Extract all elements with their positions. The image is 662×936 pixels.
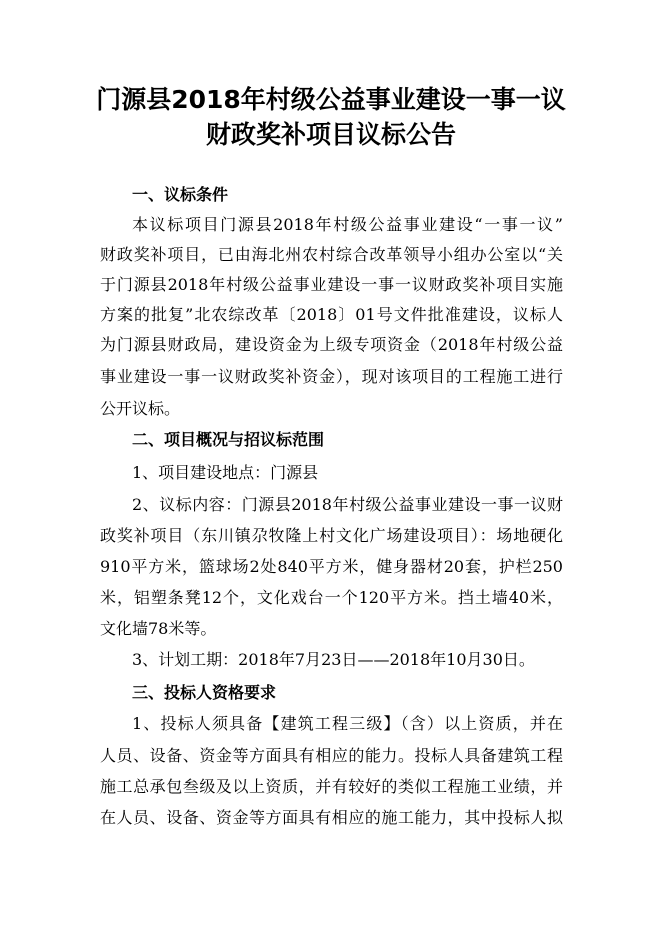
paragraph-line: 文化墙78米等。	[100, 619, 217, 638]
paragraph-line: 公开议标。	[100, 399, 181, 418]
paragraph-line: 2、议标内容：门源县2018年村级公益事业建设一事一议财	[132, 495, 563, 514]
document-title-line-2: 财政奖补项目议标公告	[205, 120, 456, 149]
paragraph-line: 米，铝塑条凳12个，文化戏台一个120平方米。挡土墙40米，	[100, 588, 563, 607]
section-heading-project-overview: 二、项目概况与招议标范围	[132, 430, 325, 449]
document-title-line-1: 门源县2018年村级公益事业建设一事一议	[96, 85, 566, 114]
paragraph-line: 政奖补项目（东川镇尕牧隆上村文化广场建设项目）：场地硬化	[100, 526, 563, 545]
planned-schedule: 3、计划工期：2018年7月23日——2018年10月30日。	[132, 650, 535, 669]
paragraph-line: 人员、设备、资金等方面具有相应的能力。投标人具备建筑工程	[100, 746, 563, 765]
paragraph-line: 施工总承包叁级及以上资质，并有较好的类似工程施工业绩，并	[100, 777, 563, 796]
paragraph-line: 财政奖补项目，已由海北州农村综合改革领导小组办公室以“关	[100, 245, 563, 264]
section-heading-bidder-qualifications: 三、投标人资格要求	[132, 683, 277, 702]
paragraph-line: 方案的批复”北农综改革〔2018〕01号文件批准建设，议标人	[100, 305, 563, 324]
paragraph-line: 于门源县2018年村级公益事业建设一事一议财政奖补项目实施	[100, 275, 563, 294]
project-location: 1、项目建设地点：门源县	[132, 463, 319, 482]
paragraph-line: 1、投标人须具备【建筑工程三级】（含）以上资质，并在	[132, 714, 563, 733]
paragraph-line: 在人员、设备、资金等方面具有相应的施工能力，其中投标人拟	[100, 808, 563, 827]
section-heading-bidding-conditions: 一、议标条件	[132, 185, 229, 204]
paragraph-line: 为门源县财政局，建设资金为上级专项资金（2018年村级公益	[100, 335, 563, 354]
paragraph-line: 910平方米，篮球场2处840平方米，健身器材20套，护栏250	[100, 557, 563, 576]
paragraph-line: 本议标项目门源县2018年村级公益事业建设“一事一议”	[132, 215, 563, 234]
paragraph-line: 事业建设一事一议财政奖补资金），现对该项目的工程施工进行	[100, 367, 563, 386]
